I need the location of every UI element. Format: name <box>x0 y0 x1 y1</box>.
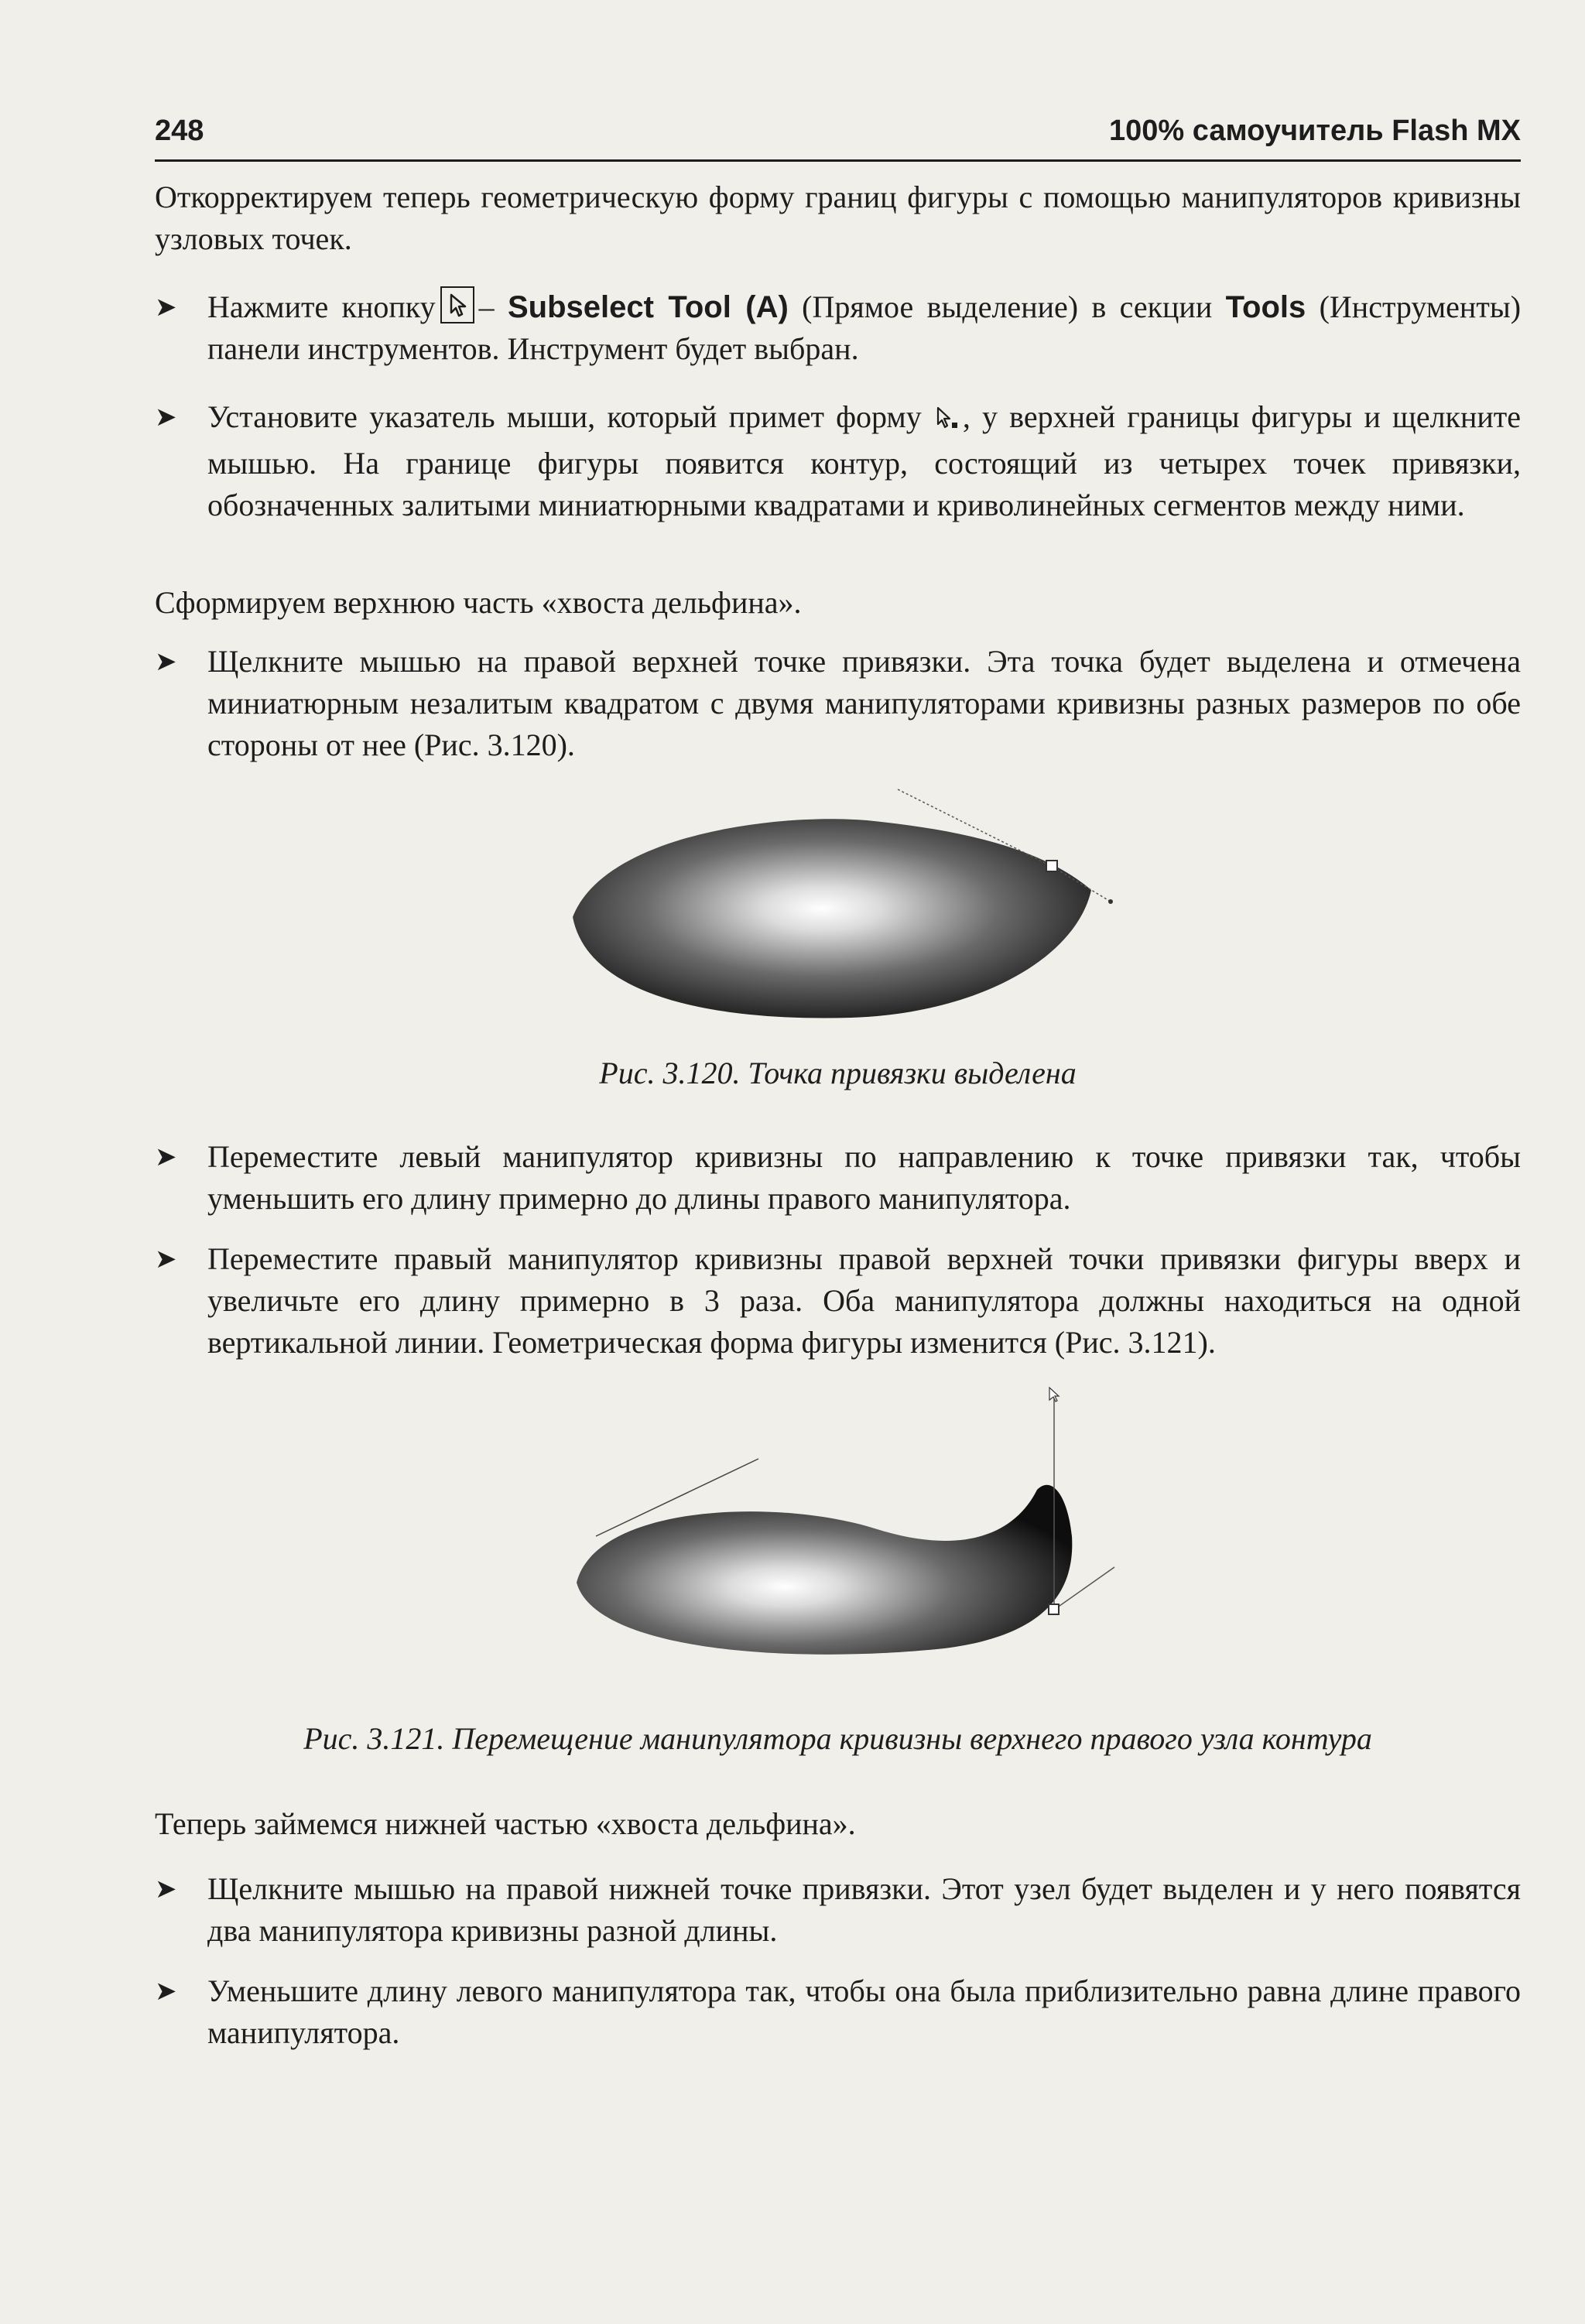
subselect-arrow-icon <box>440 286 474 323</box>
bullet-shorten <box>155 1970 1521 2054</box>
bullet-move-right <box>155 1238 1521 1364</box>
running-header <box>155 115 1521 162</box>
bullet-text-middle: (Прямое выделение) в секции <box>788 289 1226 324</box>
tool-name: Subselect Tool (A) <box>508 290 789 324</box>
bullet-marker: ➤ <box>155 1141 177 1172</box>
anchor-point <box>1049 1604 1059 1614</box>
bullet-marker: ➤ <box>155 292 177 323</box>
bullet-marker: ➤ <box>155 646 177 677</box>
bullet-text: Переместите правый манипулятор кривизны правой верхней точки привязки фигуры вверх и увеличьте его длину примерно в 3 раза. Оба манипулятора должны находиться на одной вертикальной линии. Геометрическая форма фигуры изменится (Рис. 3.121). <box>207 1241 1521 1360</box>
intro-paragraph: Откорректируем теперь геометрическую форму границ фигуры с помощью манипуляторов кривизны узловых точек. <box>155 180 1521 256</box>
bullet-click-upper <box>155 641 1521 766</box>
bullet-text: Переместите левый манипулятор кривизны по направлению к точке привязки так, чтобы уменьшить его длину примерно до длины правого манипулятора. <box>207 1139 1521 1216</box>
figure-3-121 <box>542 1381 1130 1706</box>
handle-end <box>1108 899 1113 904</box>
bullet-text: Уменьшите длину левого манипулятора так, чтобы она была приблизительно равна длине правого манипулятора. <box>207 1973 1521 2050</box>
bullet-text-before: Установите указатель мыши, который примет форму <box>207 399 922 434</box>
handle-cursor <box>1049 1388 1059 1402</box>
bullet-marker: ➤ <box>155 1874 177 1905</box>
bullet-text-before: Нажмите кнопку <box>207 289 436 324</box>
subselect-cursor-icon <box>935 401 961 443</box>
bullet-click-lower <box>155 1868 1521 1952</box>
caption-3-121: Рис. 3.121. Перемещение манипулятора кривизны верхнего правого узла контура <box>303 1721 1372 1756</box>
anchor-point <box>1046 861 1057 871</box>
upper-tail-paragraph: Сформируем верхнюю часть «хвоста дельфина». <box>155 585 802 620</box>
bullet-marker: ➤ <box>155 1244 177 1275</box>
ellipse-shape <box>573 819 1091 1018</box>
page-number: 248 <box>155 115 204 147</box>
bullet-marker: ➤ <box>155 1976 177 2007</box>
bullet-text: Щелкните мышью на правой верхней точке привязки. Эта точка будет выделена и отмечена миниатюрным незалитым квадратом с двумя манипуляторами кривизны разных размеров по обе стороны от нее (Рис. 3.120). <box>207 644 1521 762</box>
bullet-move-left <box>155 1136 1521 1220</box>
bullet-text: Щелкните мышью на правой нижней точке привязки. Этот узел будет выделен и у него появятся два манипулятора кривизны разной длины. <box>207 1871 1521 1948</box>
lower-tail-paragraph: Теперь займемся нижней частью «хвоста дельфина». <box>155 1806 856 1841</box>
figure-3-120 <box>542 774 1130 1052</box>
bullet-text-after: (Инструменты) панели инструментов. Инструмент будет выбран. <box>207 289 1522 366</box>
bullet-marker: ➤ <box>155 402 177 433</box>
section-name: Tools <box>1225 290 1306 324</box>
bullet-subselect: ➤ Нажмите кнопку – Subselect Tool (A) (Прямое выделение) в секции Tools (Инструменты) панели инструментов. Инструмент будет выбран. <box>155 286 1521 370</box>
caption-3-120: Рис. 3.120. Точка привязки выделена <box>599 1056 1077 1090</box>
book-title: 100% самоучитель Flash MX <box>1109 115 1521 147</box>
bullet-text-after: , у верхней границы фигуры и щелкните мышью. На границе фигуры появится контур, состоящий из четырех точек привязки, обозначенных залитыми миниатюрными квадратами и криволинейных сегментов между ними. <box>207 399 1522 522</box>
bullet-pointer <box>155 396 1521 526</box>
